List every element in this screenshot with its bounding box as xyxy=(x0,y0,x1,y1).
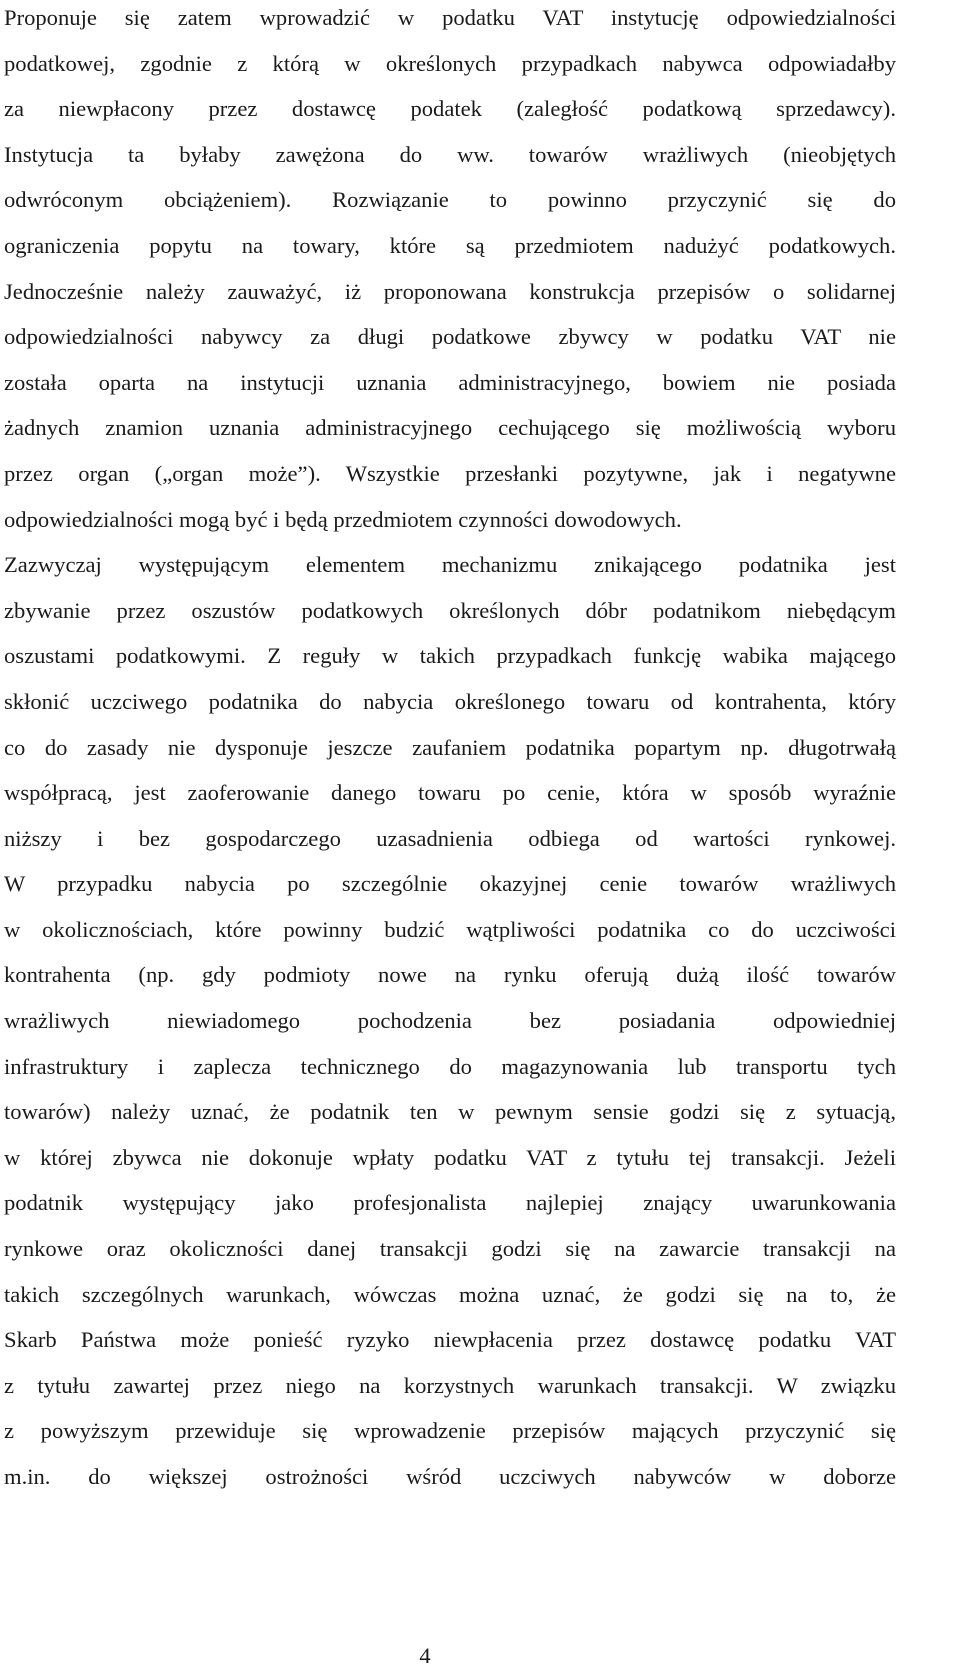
text-line: W przypadku nabycia po szczególnie okazyjnej cenie towarów wrażliwych xyxy=(4,871,896,897)
text-line: wrażliwych niewiadomego pochodzenia bez posiadania odpowiedniej xyxy=(4,1008,896,1034)
text-line: Jednocześnie należy zauważyć, iż proponowana konstrukcja przepisów o solidarnej xyxy=(4,278,896,304)
text-line: z tytułu zawartej przez niego na korzystnych warunkach transakcji. W związku xyxy=(4,1372,896,1398)
text-line: Skarb Państwa może ponieść ryzyko niewpłacenia przez dostawcę podatku VAT xyxy=(4,1327,896,1353)
text-line: Zazwyczaj występującym elementem mechanizmu znikającego podatnika jest xyxy=(4,552,896,578)
text-line: oszustami podatkowymi. Z reguły w takich przypadkach funkcję wabika mającego xyxy=(4,643,896,669)
text-line: odpowiedzialności nabywcy za długi podatkowe zbywcy w podatku VAT nie xyxy=(4,324,896,350)
text-line: takich szczególnych warunkach, wówczas można uznać, że godzi się na to, że xyxy=(4,1281,896,1307)
text-line: kontrahenta (np. gdy podmioty nowe na rynku oferują dużą ilość towarów xyxy=(4,962,896,988)
text-line: rynkowe oraz okoliczności danej transakcji godzi się na zawarcie transakcji na xyxy=(4,1236,896,1262)
text-line: w której zbywca nie dokonuje wpłaty podatku VAT z tytułu tej transakcji. Jeżeli xyxy=(4,1144,896,1170)
text-line: została oparta na instytucji uznania administracyjnego, bowiem nie posiada xyxy=(4,369,896,395)
text-line: z powyższym przewiduje się wprowadzenie przepisów mających przyczynić się xyxy=(4,1418,896,1444)
text-line: ograniczenia popytu na towary, które są przedmiotem nadużyć podatkowych. xyxy=(4,232,896,258)
text-line: przez organ („organ może”). Wszystkie przesłanki pozytywne, jak i negatywne xyxy=(4,460,896,486)
text-line: w okolicznościach, które powinny budzić wątpliwości podatnika co do uczciwości xyxy=(4,916,896,942)
text-line: współpracą, jest zaoferowanie danego towaru po cenie, która w sposób wyraźnie xyxy=(4,780,896,806)
text-line: infrastruktury i zaplecza technicznego do magazynowania lub transportu tych xyxy=(4,1053,896,1079)
body-text xyxy=(4,2,896,1507)
text-line: Instytucja ta byłaby zawężona do ww. towarów wrażliwych (nieobjętych xyxy=(4,141,896,167)
text-line: towarów) należy uznać, że podatnik ten w pewnym sensie godzi się z sytuacją, xyxy=(4,1099,896,1125)
text-line: zbywanie przez oszustów podatkowych określonych dóbr podatnikom niebędącym xyxy=(4,597,896,623)
text-line: niższy i bez gospodarczego uzasadnienia odbiega od wartości rynkowej. xyxy=(4,825,896,851)
text-line: skłonić uczciwego podatnika do nabycia określonego towaru od kontrahenta, który xyxy=(4,688,896,714)
text-line: podatkowej, zgodnie z którą w określonych przypadkach nabywca odpowiadałby xyxy=(4,50,896,76)
text-line: odwróconym obciążeniem). Rozwiązanie to powinno przyczynić się do xyxy=(4,187,896,213)
text-line: Proponuje się zatem wprowadzić w podatku VAT instytucję odpowiedzialności xyxy=(4,5,896,30)
text-line: m.in. do większej ostrożności wśród uczciwych nabywców w doborze xyxy=(4,1464,896,1489)
text-line: za niewpłacony przez dostawcę podatek (zaległość podatkową sprzedawcy). xyxy=(4,96,896,122)
page-number: 4 xyxy=(419,1643,431,1668)
text-line: podatnik występujący jako profesjonalista najlepiej znający uwarunkowania xyxy=(4,1190,896,1216)
text-line: odpowiedzialności mogą być i będą przedmiotem czynności dowodowych. xyxy=(4,506,682,532)
text-line: żadnych znamion uznania administracyjnego cechującego się możliwością wyboru xyxy=(4,415,896,441)
text-line: co do zasady nie dysponuje jeszcze zaufaniem podatnika popartym np. długotrwałą xyxy=(4,734,896,760)
